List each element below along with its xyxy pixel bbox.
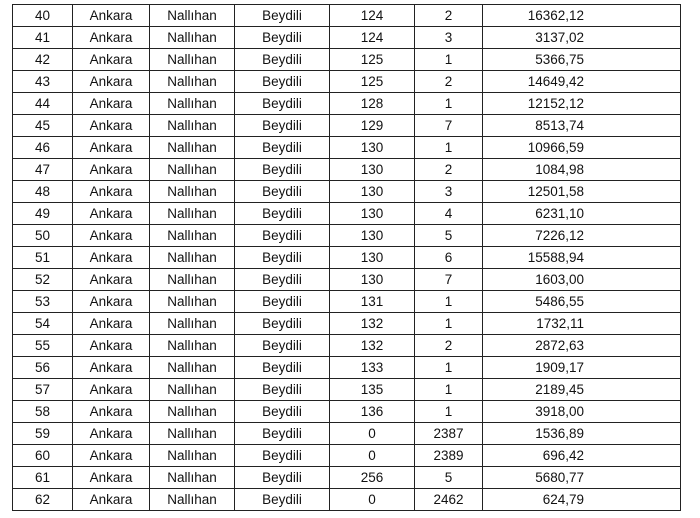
table-row <box>13 423 681 445</box>
district-cell: Nallıhan <box>150 247 235 269</box>
parcel-cell: 2 <box>415 71 483 93</box>
row-number-cell: 52 <box>13 269 73 291</box>
block-cell: 0 <box>330 445 415 467</box>
parcel-cell: 1 <box>415 49 483 71</box>
row-number-cell: 46 <box>13 137 73 159</box>
parcel-cell: 1 <box>415 137 483 159</box>
parcel-cell: 7 <box>415 115 483 137</box>
block-cell: 136 <box>330 401 415 423</box>
district-cell: Nallıhan <box>150 335 235 357</box>
area-cell: 1603,00 <box>483 269 681 291</box>
table-row <box>13 313 681 335</box>
table-row <box>13 291 681 313</box>
table-row <box>13 247 681 269</box>
province-cell: Ankara <box>73 49 150 71</box>
district-cell: Nallıhan <box>150 159 235 181</box>
neighborhood-cell: Beydili <box>235 203 330 225</box>
area-cell: 12152,12 <box>483 93 681 115</box>
parcel-cell: 1 <box>415 93 483 115</box>
table-row <box>13 93 681 115</box>
table-row <box>13 137 681 159</box>
parcel-cell: 4 <box>415 203 483 225</box>
district-cell: Nallıhan <box>150 137 235 159</box>
block-cell: 125 <box>330 49 415 71</box>
parcel-cell: 2 <box>415 159 483 181</box>
row-number-cell: 43 <box>13 71 73 93</box>
area-cell: 1536,89 <box>483 423 681 445</box>
province-cell: Ankara <box>73 291 150 313</box>
district-cell: Nallıhan <box>150 357 235 379</box>
neighborhood-cell: Beydili <box>235 93 330 115</box>
area-cell: 696,42 <box>483 445 681 467</box>
neighborhood-cell: Beydili <box>235 269 330 291</box>
block-cell: 130 <box>330 181 415 203</box>
neighborhood-cell: Beydili <box>235 225 330 247</box>
province-cell: Ankara <box>73 467 150 489</box>
neighborhood-cell: Beydili <box>235 445 330 467</box>
parcel-cell: 2 <box>415 5 483 27</box>
neighborhood-cell: Beydili <box>235 357 330 379</box>
block-cell: 130 <box>330 247 415 269</box>
row-number-cell: 42 <box>13 49 73 71</box>
district-cell: Nallıhan <box>150 489 235 511</box>
area-cell: 5366,75 <box>483 49 681 71</box>
block-cell: 0 <box>330 423 415 445</box>
row-number-cell: 60 <box>13 445 73 467</box>
row-number-cell: 44 <box>13 93 73 115</box>
district-cell: Nallıhan <box>150 27 235 49</box>
district-cell: Nallıhan <box>150 225 235 247</box>
parcel-cell: 7 <box>415 269 483 291</box>
area-cell: 1084,98 <box>483 159 681 181</box>
block-cell: 124 <box>330 27 415 49</box>
row-number-cell: 40 <box>13 5 73 27</box>
row-number-cell: 54 <box>13 313 73 335</box>
district-cell: Nallıhan <box>150 467 235 489</box>
area-cell: 6231,10 <box>483 203 681 225</box>
row-number-cell: 48 <box>13 181 73 203</box>
neighborhood-cell: Beydili <box>235 291 330 313</box>
row-number-cell: 51 <box>13 247 73 269</box>
province-cell: Ankara <box>73 27 150 49</box>
neighborhood-cell: Beydili <box>235 423 330 445</box>
district-cell: Nallıhan <box>150 379 235 401</box>
row-number-cell: 59 <box>13 423 73 445</box>
row-number-cell: 62 <box>13 489 73 511</box>
parcel-cell: 5 <box>415 225 483 247</box>
table-row <box>13 401 681 423</box>
table-row <box>13 203 681 225</box>
district-cell: Nallıhan <box>150 93 235 115</box>
parcel-cell: 1 <box>415 401 483 423</box>
area-cell: 3137,02 <box>483 27 681 49</box>
area-cell: 16362,12 <box>483 5 681 27</box>
province-cell: Ankara <box>73 269 150 291</box>
block-cell: 130 <box>330 137 415 159</box>
province-cell: Ankara <box>73 115 150 137</box>
parcel-cell: 1 <box>415 313 483 335</box>
province-cell: Ankara <box>73 5 150 27</box>
row-number-cell: 58 <box>13 401 73 423</box>
area-cell: 1732,11 <box>483 313 681 335</box>
parcel-cell: 1 <box>415 379 483 401</box>
district-cell: Nallıhan <box>150 269 235 291</box>
area-cell: 12501,58 <box>483 181 681 203</box>
neighborhood-cell: Beydili <box>235 27 330 49</box>
district-cell: Nallıhan <box>150 181 235 203</box>
neighborhood-cell: Beydili <box>235 401 330 423</box>
parcel-cell: 1 <box>415 357 483 379</box>
row-number-cell: 57 <box>13 379 73 401</box>
province-cell: Ankara <box>73 445 150 467</box>
table-row <box>13 489 681 511</box>
district-cell: Nallıhan <box>150 115 235 137</box>
area-cell: 10966,59 <box>483 137 681 159</box>
neighborhood-cell: Beydili <box>235 115 330 137</box>
block-cell: 130 <box>330 269 415 291</box>
neighborhood-cell: Beydili <box>235 159 330 181</box>
block-cell: 128 <box>330 93 415 115</box>
district-cell: Nallıhan <box>150 401 235 423</box>
table-row <box>13 159 681 181</box>
row-number-cell: 50 <box>13 225 73 247</box>
province-cell: Ankara <box>73 313 150 335</box>
parcel-table <box>12 4 681 511</box>
row-number-cell: 55 <box>13 335 73 357</box>
block-cell: 0 <box>330 489 415 511</box>
district-cell: Nallıhan <box>150 203 235 225</box>
neighborhood-cell: Beydili <box>235 313 330 335</box>
district-cell: Nallıhan <box>150 71 235 93</box>
parcel-cell: 1 <box>415 291 483 313</box>
province-cell: Ankara <box>73 93 150 115</box>
table-row <box>13 49 681 71</box>
neighborhood-cell: Beydili <box>235 137 330 159</box>
province-cell: Ankara <box>73 335 150 357</box>
province-cell: Ankara <box>73 489 150 511</box>
table-row <box>13 379 681 401</box>
neighborhood-cell: Beydili <box>235 247 330 269</box>
neighborhood-cell: Beydili <box>235 379 330 401</box>
parcel-table-sheet <box>12 4 680 511</box>
neighborhood-cell: Beydili <box>235 181 330 203</box>
neighborhood-cell: Beydili <box>235 5 330 27</box>
province-cell: Ankara <box>73 71 150 93</box>
district-cell: Nallıhan <box>150 445 235 467</box>
table-row <box>13 357 681 379</box>
block-cell: 130 <box>330 159 415 181</box>
block-cell: 135 <box>330 379 415 401</box>
province-cell: Ankara <box>73 181 150 203</box>
parcel-cell: 2389 <box>415 445 483 467</box>
row-number-cell: 61 <box>13 467 73 489</box>
district-cell: Nallıhan <box>150 5 235 27</box>
neighborhood-cell: Beydili <box>235 335 330 357</box>
area-cell: 2189,45 <box>483 379 681 401</box>
block-cell: 132 <box>330 335 415 357</box>
district-cell: Nallıhan <box>150 313 235 335</box>
block-cell: 129 <box>330 115 415 137</box>
parcel-cell: 2462 <box>415 489 483 511</box>
block-cell: 133 <box>330 357 415 379</box>
row-number-cell: 49 <box>13 203 73 225</box>
block-cell: 132 <box>330 313 415 335</box>
province-cell: Ankara <box>73 379 150 401</box>
parcel-cell: 2387 <box>415 423 483 445</box>
table-row <box>13 269 681 291</box>
area-cell: 15588,94 <box>483 247 681 269</box>
table-row <box>13 181 681 203</box>
table-row <box>13 115 681 137</box>
area-cell: 14649,42 <box>483 71 681 93</box>
parcel-cell: 6 <box>415 247 483 269</box>
table-row <box>13 5 681 27</box>
province-cell: Ankara <box>73 423 150 445</box>
block-cell: 130 <box>330 225 415 247</box>
row-number-cell: 47 <box>13 159 73 181</box>
row-number-cell: 56 <box>13 357 73 379</box>
parcel-cell: 2 <box>415 335 483 357</box>
neighborhood-cell: Beydili <box>235 49 330 71</box>
province-cell: Ankara <box>73 159 150 181</box>
district-cell: Nallıhan <box>150 291 235 313</box>
province-cell: Ankara <box>73 247 150 269</box>
table-row <box>13 335 681 357</box>
area-cell: 2872,63 <box>483 335 681 357</box>
province-cell: Ankara <box>73 225 150 247</box>
parcel-table-body <box>13 5 681 511</box>
area-cell: 8513,74 <box>483 115 681 137</box>
row-number-cell: 53 <box>13 291 73 313</box>
province-cell: Ankara <box>73 203 150 225</box>
area-cell: 3918,00 <box>483 401 681 423</box>
parcel-cell: 5 <box>415 467 483 489</box>
row-number-cell: 41 <box>13 27 73 49</box>
neighborhood-cell: Beydili <box>235 489 330 511</box>
neighborhood-cell: Beydili <box>235 467 330 489</box>
area-cell: 7226,12 <box>483 225 681 247</box>
neighborhood-cell: Beydili <box>235 71 330 93</box>
table-row <box>13 225 681 247</box>
province-cell: Ankara <box>73 137 150 159</box>
parcel-cell: 3 <box>415 27 483 49</box>
table-row <box>13 27 681 49</box>
area-cell: 5680,77 <box>483 467 681 489</box>
area-cell: 624,79 <box>483 489 681 511</box>
area-cell: 5486,55 <box>483 291 681 313</box>
block-cell: 124 <box>330 5 415 27</box>
area-cell: 1909,17 <box>483 357 681 379</box>
block-cell: 131 <box>330 291 415 313</box>
table-row <box>13 71 681 93</box>
table-row <box>13 467 681 489</box>
province-cell: Ankara <box>73 401 150 423</box>
block-cell: 256 <box>330 467 415 489</box>
block-cell: 130 <box>330 203 415 225</box>
district-cell: Nallıhan <box>150 49 235 71</box>
province-cell: Ankara <box>73 357 150 379</box>
district-cell: Nallıhan <box>150 423 235 445</box>
block-cell: 125 <box>330 71 415 93</box>
parcel-cell: 3 <box>415 181 483 203</box>
table-row <box>13 445 681 467</box>
row-number-cell: 45 <box>13 115 73 137</box>
